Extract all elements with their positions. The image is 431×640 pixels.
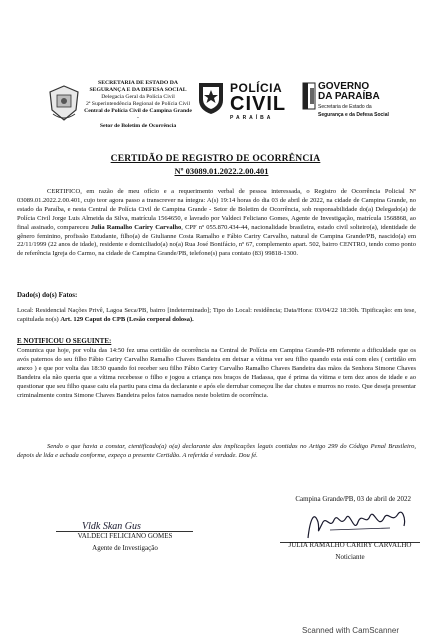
agent-name: VALDECI FELICIANO GOMES bbox=[77, 532, 173, 540]
institution-block bbox=[84, 80, 192, 130]
governo-paraiba-logo-text bbox=[318, 82, 423, 118]
agent-signature-text: Vldk Skan Gus bbox=[82, 521, 141, 532]
institution-line-4: 2ª Superintendência Regional de Polícia Civil bbox=[85, 101, 191, 108]
seguranca-text: Segurança e da Defesa Social bbox=[318, 112, 389, 118]
facts-typification: Art. 129 Caput do CPB (Lesão corporal dolosa). bbox=[60, 315, 194, 323]
governo-paraiba-flag-icon bbox=[302, 82, 316, 110]
institution-line-6: Setor de Boletim de Ocorrência bbox=[99, 122, 177, 129]
agent-role: Agente de Investigação bbox=[92, 544, 158, 552]
secretaria-text: Secretaria de Estado da bbox=[318, 104, 372, 110]
facts-heading: Dado(s) do(s) Fatos: bbox=[17, 291, 78, 299]
civil-text: CIVIL bbox=[230, 93, 287, 115]
certification-text: CERTIFICO, em razão de meu ofício e a requerimento verbal de pessoa interessada, o Registro de Ocorrência Policial Nº 03089.01.2022.2.00.401, cujo teor agora passo a transcrever na íntegra: A(s) 19:14 horas do dia 03 de abril de 2022, na cidade de Campina Grande, no estado da Paraíba, e nesta Central de Polícia Civil de Campina Grande - Setor de Boletim de Ocorrência, sob responsabilidade do(a) Delegado(a) de Polícia Civil Jorge Luis Almeida da Silva, matrícula 1564650, e lavrado por Valdeci Feliciano Gomes, Agente de Investigação, matrícula 1568868, ao final assinado, compareceu bbox=[17, 188, 416, 231]
policia-civil-logo-text bbox=[230, 82, 286, 121]
notice-heading: E NOTIFICOU O SEGUINTE: bbox=[17, 337, 112, 345]
paraiba-text: PARAÍBA bbox=[230, 115, 274, 121]
institution-line-3: Delegacia Geral da Polícia Civil bbox=[101, 94, 175, 101]
letterhead bbox=[0, 0, 431, 150]
document-title: CERTIDÃO DE REGISTRO DE OCORRÊNCIA bbox=[110, 154, 321, 164]
facts-text: Local: Residencial Nações Privê, Lagoa Seca/PB, bairro [indeterminado]; Tipo do Local: residência; Data/Hora: 03/04/22 18:30h. Tipificação: em tese, capitulada no(s) bbox=[17, 307, 416, 323]
policia-civil-badge-icon bbox=[196, 80, 226, 116]
closing-paragraph: Sendo o que havia a constar, cientificado(a) o(a) declarante das implicações legais contidas no Artigo 299 do Código Penal Brasileiro, depois de lida e achada conforme, expeço a presente Certidão. A referida é verdade. Dou fé. bbox=[17, 443, 416, 459]
notice-paragraph: Comunica que hoje, por volta das 14:50 fez uma certidão de ocorrência na Central de Polícia em Campina Grande-PB referente a dificuldade que os avós paternos do seu filho Fábio Cariry Carvalho Ramalho Chaves Bandeira em deixar a vítima ver seu filho quando esta está com eles ( certidão em anexo ) e que por volta das 18:30 quando foi receber seu filho Fábio Cariry Carvalho Ramalho Chaves Bandeira das mãos da Senhora Simone Chaves Bandeira ela não queria que a vítima recebesse o filho e jogou a criança nos braços de Hadassa, que é prima da vítima e tem dez anos de idade e ao questionar que seu filho quase caiu ela partiu para cima da declarante e após ele derrubar começou lhe dar chutes e murros no rosto. Que deseja presentar criminalmente contra Simone Chaves Bandeira pelos fatos narrados neste boletim de ocorrência. bbox=[17, 347, 416, 399]
declarant-details: , CPF nº 055.870.434-44, nacionalidade brasileira, estado civil solteiro(a), identidade de gênero feminino, profissão Estudante, filho(a) de Giulianne Costa Ramalho e Fábio Cariry Carvalho, natural de Campina Grande/PB, nascido(a) em 22/11/1999 (22 anos de idade), residente e domiciliado(a) no(a) Rua José Bonifácio, nº 67, complemento apart. 502, bairro CENTRO, tendo como ponto de referência Igreja do Carmo, na cidade de Campina Grande/PB, telefone(s) para contato (83) 99818-1300. bbox=[17, 223, 416, 258]
facts-paragraph bbox=[17, 307, 416, 325]
institution-line-2: SEGURANÇA E DA DEFESA SOCIAL bbox=[89, 87, 187, 94]
policia-text: POLÍCIA bbox=[230, 81, 283, 95]
certification-paragraph bbox=[17, 188, 416, 259]
notifier-role: Noticiante bbox=[335, 553, 365, 561]
notifier-name: JULIA RAMALHO CARIRY CARVALHO bbox=[288, 541, 412, 549]
declarant-name: Julia Ramalho Cariry Carvalho bbox=[90, 223, 182, 231]
paraiba-coat-of-arms-icon bbox=[47, 84, 81, 122]
institution-line-1: SECRETARIA DE ESTADO DA bbox=[98, 80, 178, 86]
institution-line-5: Central de Polícia Civil de Campina Grande - bbox=[84, 108, 192, 122]
place-date: Campina Grande/PB, 03 de abril de 2022 bbox=[295, 495, 411, 503]
scanner-watermark: Scanned with CamScanner bbox=[302, 626, 399, 635]
governo-text: GOVERNO bbox=[318, 81, 370, 92]
notifier-signature bbox=[300, 500, 410, 542]
document-number: Nº 03089.01.2022.2.00.401 bbox=[174, 166, 269, 176]
da-paraiba-text: DA PARAÍBA bbox=[318, 91, 380, 102]
